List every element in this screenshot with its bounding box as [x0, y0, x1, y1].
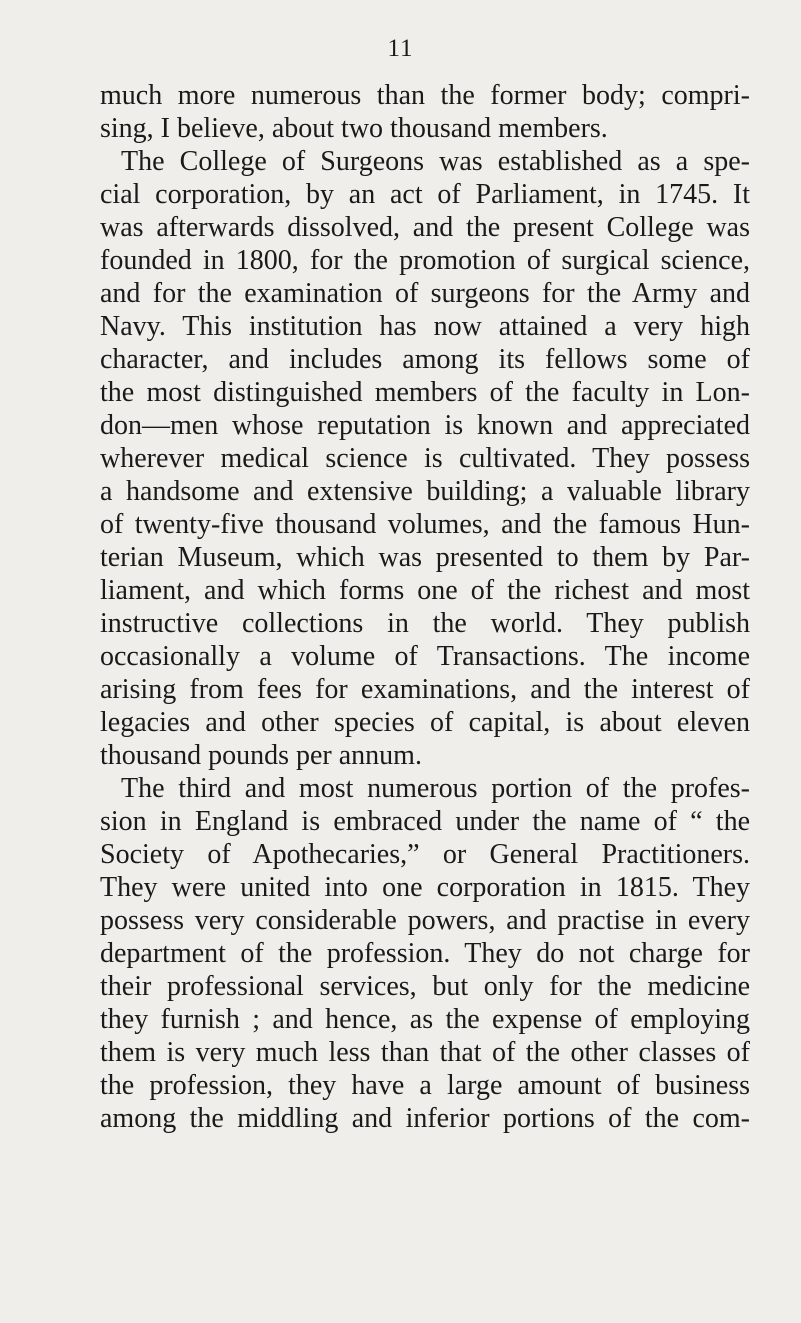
text-line: the profession, they have a large amount of business [100, 1070, 750, 1101]
text-line: their professional services, but only for the medicine [100, 971, 750, 1002]
text-line: among the middling and inferior portions of the com- [100, 1103, 750, 1134]
text-line: terian Museum, which was presented to them by Par- [100, 542, 750, 573]
text-line: legacies and other species of capital, is about eleven [100, 707, 750, 738]
text-line: them is very much less than that of the other classes of [100, 1037, 750, 1068]
text-line: Navy. This institution has now attained a very high [100, 311, 750, 342]
text-line: and for the examination of surgeons for the Army and [100, 278, 750, 309]
text-line: Society of Apothecaries,” or General Practitioners. [100, 839, 750, 870]
text-line: possess very considerable powers, and practise in every [100, 905, 750, 936]
text-line: occasionally a volume of Transactions. The income [100, 641, 750, 672]
text-line: they furnish ; and hence, as the expense of employing [100, 1004, 750, 1035]
text-line: was afterwards dissolved, and the present College was [100, 212, 750, 243]
text-line: of twenty-five thousand volumes, and the famous Hun- [100, 509, 750, 540]
paragraph-start-line: The College of Surgeons was established as a spe- [121, 146, 750, 177]
text-line: liament, and which forms one of the richest and most [100, 575, 750, 606]
text-line: sion in England is embraced under the name of “ the [100, 806, 750, 837]
text-line: founded in 1800, for the promotion of surgical science, [100, 245, 750, 276]
text-line: thousand pounds per annum. [100, 740, 422, 771]
text-line: much more numerous than the former body; compri- [100, 80, 750, 111]
paragraph-start-line: The third and most numerous portion of the profes- [121, 773, 750, 804]
text-line: sing, I believe, about two thousand members. [100, 113, 608, 144]
text-line: arising from fees for examinations, and the interest of [100, 674, 750, 705]
text-line: department of the profession. They do not charge for [100, 938, 750, 969]
text-line: cial corporation, by an act of Parliament, in 1745. It [100, 179, 750, 210]
text-line: They were united into one corporation in 1815. They [100, 872, 750, 903]
body-text [100, 79, 750, 1135]
text-line: the most distinguished members of the faculty in Lon- [100, 377, 750, 408]
text-line: instructive collections in the world. They publish [100, 608, 750, 639]
page-number: 11 [387, 35, 414, 62]
text-line: a handsome and extensive building; a valuable library [100, 476, 750, 507]
text-line: wherever medical science is cultivated. They possess [100, 443, 750, 474]
text-line: don—men whose reputation is known and appreciated [100, 410, 750, 441]
text-line: character, and includes among its fellows some of [100, 344, 750, 375]
